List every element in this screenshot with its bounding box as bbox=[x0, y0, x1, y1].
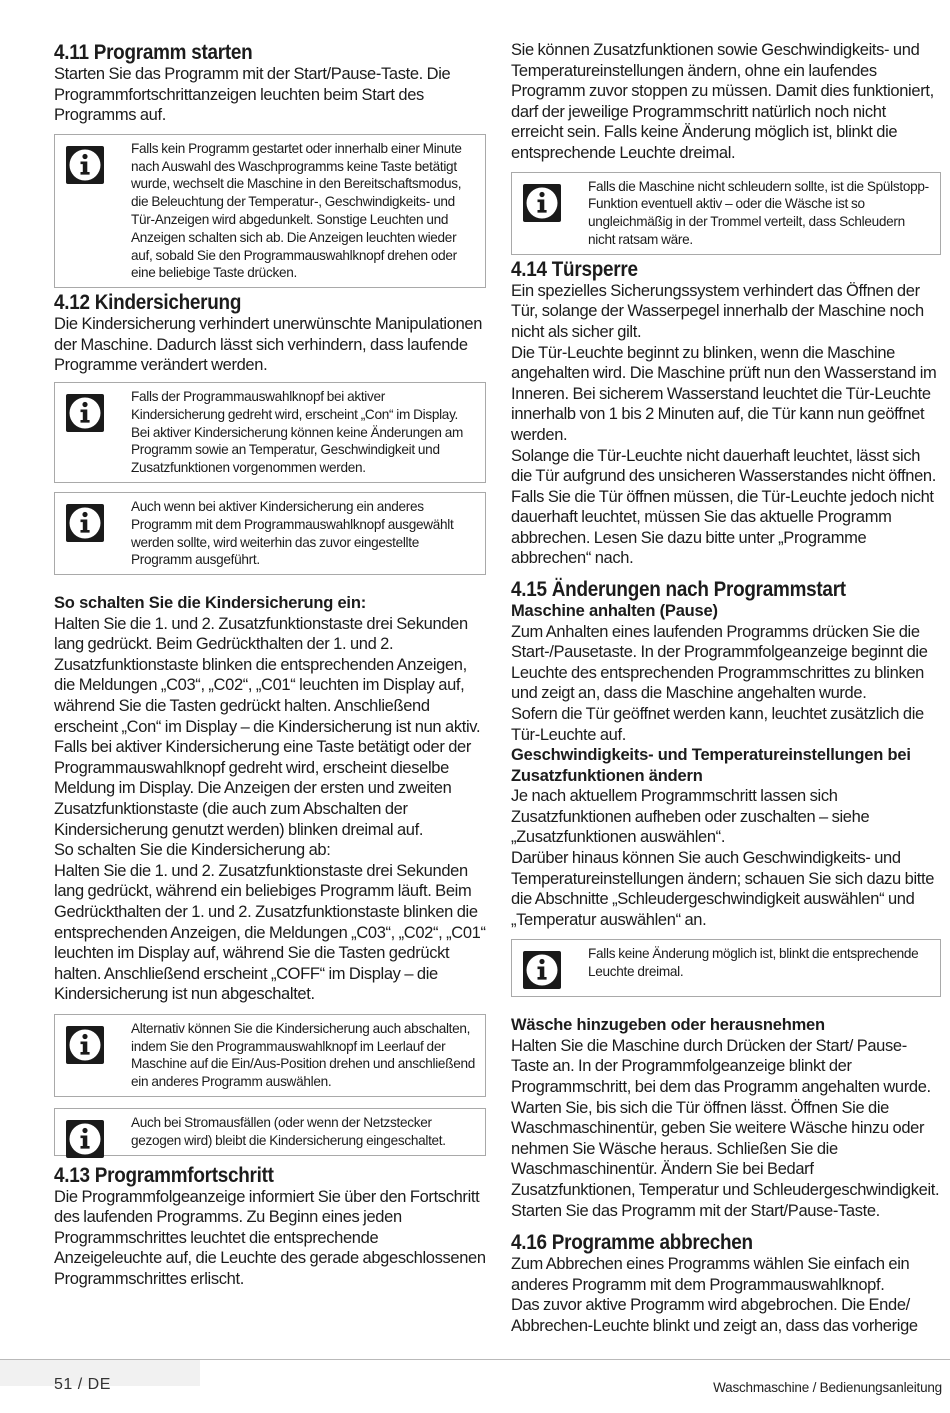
right-column bbox=[511, 40, 941, 1337]
note-text: Auch bei Stromausfällen (oder wenn der Netzstecker gezogen wird) bleibt die Kindersicherung eingeschaltet. bbox=[131, 1115, 446, 1148]
note-text: Falls keine Änderung möglich ist, blinkt die entsprechende Leuchte dreimal. bbox=[588, 946, 919, 980]
note-text: Falls der Programmauswahlknopf bei aktiver Kindersicherung gedreht wird, erscheint „Con“ im Display. Bei aktiver Kindersicherung können keine Änderungen am Programm sowie an Temperatur, Geschwindigkeit und Zusatzfunktionen vorgenommen werden. bbox=[131, 388, 464, 476]
section-heading: 4.12 Kindersicherung bbox=[54, 290, 242, 315]
info-icon bbox=[66, 1120, 104, 1158]
section-heading: Geschwindigkeits- und Temperatureinstellungen bei Zusatzfunktionen ändern bbox=[511, 746, 911, 785]
body-paragraph: Sofern die Tür geöffnet werden kann, leuchtet zusätzlich die Tür-Leuchte auf. bbox=[511, 704, 924, 744]
section-heading: Maschine anhalten (Pause) bbox=[511, 602, 718, 621]
info-icon bbox=[523, 951, 561, 989]
info-note-box bbox=[54, 134, 486, 288]
info-note-box bbox=[54, 1014, 486, 1097]
body-paragraph: Zum Anhalten eines laufenden Programms drücken Sie die Start-/Pausetaste. In der Programmfolgeanzeige beginnt die Leuchte des entsprechenden Programmschrittes zu blinken und zeigt an, dass die Maschine angehalten wurde. bbox=[511, 622, 928, 703]
info-note-box bbox=[511, 939, 941, 997]
info-note-box bbox=[54, 1108, 486, 1156]
body-paragraph: Starten Sie das Programm mit der Start/Pause-Taste. Die Programmfortschrittanzeigen leuchten beim Start des Programms auf. bbox=[54, 65, 451, 125]
body-paragraph: Halten Sie die 1. und 2. Zusatzfunktionstaste drei Sekunden lang gedrückt, während ein beliebiges Programm läuft. Beim Gedrückthalten der 1. und 2. Zusatzfunktionstaste blinken die entsprechenden Anzeigen, die Meldungen „C03“, „C02“, „C01“ leuchten im Display auf, während Sie die Tasten gedrückt halten. Anschließend erscheint „COFF“ im Display – die Kindersicherung ist nun abgeschaltet. bbox=[54, 861, 486, 1004]
body-paragraph: Die Kindersicherung verhindert unerwünschte Manipulationen der Maschine. Dadurch lässt sich verhindern, dass laufende Programme verändert werden. bbox=[54, 315, 483, 375]
info-note-box bbox=[54, 492, 486, 575]
note-text: Falls kein Programm gestartet oder innerhalb einer Minute nach Auswahl des Waschprogramms keine Taste betätigt wurde, wechselt die Maschine in den Bereitschaftsmodus, die Beleuchtung der Temperatur-, Geschwindigkeits- und Tür-Anzeigen wird abgedunkelt. Sonstige Leuchten und Anzeigen schalten sich ab. Die Anzeigen leuchten wieder auf, sobald Sie den Programmauswahlknopf drehen oder eine beliebige Taste drücken. bbox=[131, 140, 462, 281]
section-heading: 4.13 Programmfortschritt bbox=[54, 1162, 274, 1187]
section-heading: So schalten Sie die Kindersicherung ein: bbox=[54, 594, 366, 613]
body-paragraph: So schalten Sie die Kindersicherung ab: bbox=[54, 841, 331, 860]
section-heading: 4.16 Programme abbrechen bbox=[511, 1230, 753, 1255]
info-icon bbox=[66, 504, 104, 542]
left-column bbox=[54, 40, 486, 1290]
body-paragraph: Darüber hinaus können Sie auch Geschwindigkeits- und Temperatureinstellungen ändern; schauen Sie sich dazu bitte die Abschnitte „Schleudergeschwindigkeit auswählen“ und „Temperatur auswählen“ an. bbox=[511, 848, 935, 929]
body-paragraph: Halten Sie die Maschine durch Drücken der Start/ Pause-Taste an. In der Programmfolgeanzeige blinkt der Programmschritt, bei dem das Programm angehalten wurde. Warten Sie, bis sich die Tür öffnen lässt. Öffnen Sie die Waschmaschinentür, geben Sie weitere Wäsche hinzu oder nehmen Sie Wäsche heraus. Schließen Sie die Waschmaschinentür. Ändern Sie bei Bedarf Zusatzfunktionen, Temperatur und Schleudergeschwindigkeit. Starten Sie das Programm mit der Start/Pause-Taste. bbox=[511, 1036, 940, 1220]
note-text: Falls die Maschine nicht schleudern sollte, ist die Spülstopp-Funktion eventuell aktiv – oder die Wäsche ist so ungleichmäßig in der Trommel verteilt, dass Schleudern nicht ratsam wäre. bbox=[588, 178, 929, 247]
body-paragraph: Das zuvor aktive Programm wird abgebrochen. Die Ende/ Abbrechen-Leuchte blinkt und zeigt an, dass das vorherige bbox=[511, 1296, 918, 1335]
body-paragraph: Zum Abbrechen eines Programms wählen Sie einfach ein anderes Programm mit dem Programmauswahlknopf. bbox=[511, 1255, 910, 1294]
info-icon bbox=[523, 184, 561, 222]
page-number: 51 / DE bbox=[54, 1376, 111, 1393]
section-heading: 4.15 Änderungen nach Programmstart bbox=[511, 577, 846, 602]
body-paragraph: Die Tür-Leuchte beginnt zu blinken, wenn die Maschine angehalten wird. Die Maschine prüft nun den Wasserstand im Inneren. Bei sicherem Wasserstand leuchtet die Tür-Leuchte innerhalb von 1 bis 2 Minuten auf, die Tür kann nun geöffnet werden. bbox=[511, 343, 937, 444]
body-paragraph: Je nach aktuellem Programmschritt lassen sich Zusatzfunktionen aufheben oder zuschalten – siehe „Zusatzfunktionen auswählen“. bbox=[511, 787, 870, 847]
document-title: Waschmaschine / Bedienungsanleitung bbox=[713, 1380, 942, 1395]
info-note-box bbox=[54, 382, 486, 483]
body-paragraph: Solange die Tür-Leuchte nicht dauerhaft leuchtet, lässt sich die Tür aufgrund des unsicheren Wasserstandes nicht öffnen. Falls Sie die Tür öffnen müssen, die Tür-Leuchte jedoch nicht dauerhaft leuchtet, müssen Sie das aktuelle Programm abbrechen. Lesen Sie dazu bitte unter „Programme abbrechen“ nach. bbox=[511, 446, 936, 568]
body-paragraph: Sie können Zusatzfunktionen sowie Geschwindigkeits- und Temperatureinstellungen ändern, ohne ein laufendes Programm zuvor stoppen zu müssen. Damit dies funktioniert, darf der jeweilige Programmschritt natürlich noch nicht erreicht sein. Falls keine Änderung möglich ist, blinkt die entsprechende Leuchte dreimal. bbox=[511, 41, 934, 162]
body-paragraph: Halten Sie die 1. und 2. Zusatzfunktionstaste drei Sekunden lang gedrückt. Beim Gedrückthalten der 1. und 2. Zusatzfunktionstaste blinken die entsprechenden Anzeigen, die Meldungen „C03“, „C02“, „C01“ leuchten im Display auf, während Sie die Tasten gedrückt halten. Anschließend erscheint „Con“ im Display – die Kindersicherung ist nun aktiv. Falls bei aktiver Kindersicherung eine Taste betätigt oder der Programmauswahlknopf gedreht wird, erscheint dieselbe Meldung im Display. Die Anzeigen der ersten und zweiten Zusatzfunktionstaste (die auch zum Abschalten der Kindersicherung genutzt werden) blinken dreimal auf. bbox=[54, 614, 481, 839]
section-heading: 4.11 Programm starten bbox=[54, 40, 253, 64]
note-text: Auch wenn bei aktiver Kindersicherung ein anderes Programm mit dem Programmauswahlknopf ausgewählt werden sollte, wird weiterhin das zuvor eingestellte Programm ausgeführt. bbox=[131, 498, 454, 568]
body-paragraph: Ein spezielles Sicherungssystem verhindert das Öffnen der Tür, solange der Wasserpegel innerhalb der Maschine noch nicht als sicher gilt. bbox=[511, 281, 924, 341]
body-paragraph: Die Programmfolgeanzeige informiert Sie über den Fortschritt des laufenden Programms. Zu Beginn eines jeden Programmschrittes leuchtet die entsprechende Anzeigeleuchte auf, die Leuchte des gerade abgeschlossenen Programmschrittes erlischt. bbox=[54, 1187, 486, 1289]
info-note-box bbox=[511, 172, 941, 255]
info-icon bbox=[66, 394, 104, 432]
section-heading: 4.14 Türsperre bbox=[511, 256, 638, 281]
note-text: Alternativ können Sie die Kindersicherung auch abschalten, indem Sie den Programmauswahlknopf im Leerlauf der Maschine auf die Ein/Aus-Position drehen und anschließend ein anderes Programm auswählen. bbox=[131, 1020, 475, 1090]
info-icon bbox=[66, 1026, 104, 1064]
info-icon bbox=[66, 146, 104, 184]
section-heading: Wäsche hinzugeben oder herausnehmen bbox=[511, 1016, 825, 1035]
